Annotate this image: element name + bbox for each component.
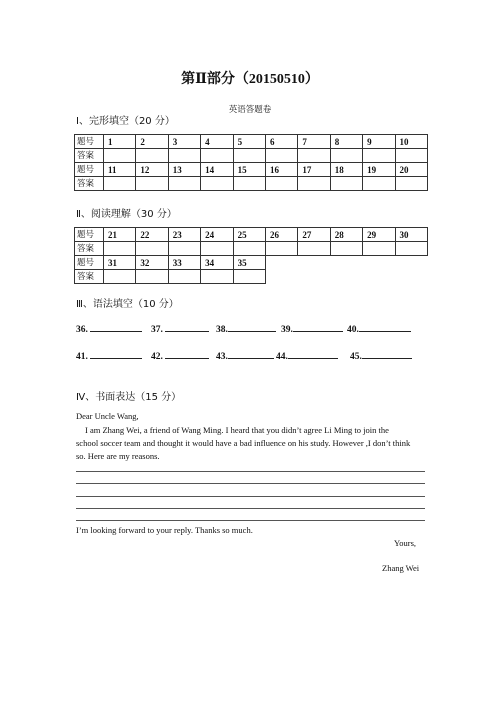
letter-body-line: I am Zhang Wei, a friend of Wang Ming. I heard that you didn’t agree Li Ming to join the: [85, 425, 389, 435]
question-number: 26: [265, 228, 297, 242]
empty-cell: [298, 270, 330, 284]
writing-line[interactable]: [76, 483, 425, 484]
answer-cell[interactable]: [201, 177, 233, 191]
row-label-answer: 答案: [75, 242, 104, 256]
answer-sheet-title: 英语答题卷: [228, 105, 272, 115]
question-number: 19: [363, 163, 395, 177]
answer-cell[interactable]: [168, 242, 200, 256]
empty-cell: [363, 270, 395, 284]
table-row: [75, 135, 428, 149]
answer-cell[interactable]: [104, 149, 136, 163]
answer-line[interactable]: [90, 348, 142, 359]
question-number: 6: [265, 135, 297, 149]
question-number: 9: [363, 135, 395, 149]
answer-cell[interactable]: [330, 177, 362, 191]
writing-line[interactable]: [76, 496, 425, 497]
empty-cell: [395, 270, 427, 284]
answer-cell[interactable]: [104, 177, 136, 191]
question-number: 28: [330, 228, 362, 242]
answer-line[interactable]: [288, 348, 338, 359]
row-label-number: 题号: [75, 256, 104, 270]
question-number: 32: [136, 256, 168, 270]
grammar-blank-42: 42.: [151, 348, 209, 362]
answer-cell[interactable]: [395, 149, 427, 163]
question-number: 2: [136, 135, 168, 149]
section-1-heading: Ⅰ、完形填空（20 分）: [76, 116, 175, 127]
empty-cell: [330, 256, 362, 270]
question-number: 22: [136, 228, 168, 242]
question-number: 1: [104, 135, 136, 149]
answer-cell[interactable]: [104, 270, 136, 284]
answer-cell[interactable]: [201, 242, 233, 256]
row-label-answer: 答案: [75, 149, 104, 163]
question-number: 27: [298, 228, 330, 242]
answer-cell[interactable]: [395, 177, 427, 191]
section-2-heading: Ⅱ、阅读理解（30 分）: [76, 209, 177, 220]
answer-cell[interactable]: [168, 149, 200, 163]
grammar-blank-43: 43.: [216, 348, 274, 362]
letter-body-line: school soccer team and thought it would have a bad influence on his study. However ,I don’t think: [76, 438, 411, 448]
answer-cell[interactable]: [136, 270, 168, 284]
question-number: 20: [395, 163, 427, 177]
table-row: [75, 256, 428, 270]
question-number: 30: [395, 228, 427, 242]
letter-closing-line: I’m looking forward to your reply. Thanks so much.: [76, 525, 253, 535]
table-row: [75, 163, 428, 177]
row-label-number: 题号: [75, 135, 104, 149]
grammar-blank-36: 36.: [76, 321, 142, 335]
letter-salutation: Dear Uncle Wang,: [76, 411, 139, 421]
empty-cell: [265, 256, 297, 270]
question-number: 35: [233, 256, 265, 270]
question-number: 7: [298, 135, 330, 149]
section-4-heading: Ⅳ、书面表达（15 分）: [76, 392, 182, 403]
answer-line[interactable]: [362, 348, 412, 359]
answer-cell[interactable]: [395, 242, 427, 256]
question-number: 34: [201, 256, 233, 270]
question-number: 14: [201, 163, 233, 177]
grammar-blank-40: 40.: [347, 321, 411, 335]
writing-line[interactable]: [76, 471, 425, 472]
answer-line[interactable]: [228, 348, 274, 359]
question-number: 16: [265, 163, 297, 177]
empty-cell: [395, 256, 427, 270]
letter-closing: Yours,: [394, 538, 417, 548]
answer-line[interactable]: [90, 321, 142, 332]
question-number: 21: [104, 228, 136, 242]
question-number: 24: [201, 228, 233, 242]
question-number: 33: [168, 256, 200, 270]
table-row: [75, 177, 428, 191]
empty-cell: [298, 256, 330, 270]
grammar-blank-38: 38.: [216, 321, 276, 335]
question-number: 4: [201, 135, 233, 149]
question-number: 18: [330, 163, 362, 177]
question-number: 17: [298, 163, 330, 177]
answer-cell[interactable]: [298, 242, 330, 256]
grammar-blank-45: 45.: [350, 348, 412, 362]
grammar-blank-41: 41.: [76, 348, 142, 362]
question-number: 29: [363, 228, 395, 242]
answer-cell[interactable]: [265, 177, 297, 191]
table-row: [75, 228, 428, 242]
answer-cell[interactable]: [298, 149, 330, 163]
reading-answer-table: [74, 227, 428, 284]
row-label-number: 题号: [75, 163, 104, 177]
letter-signature: Zhang Wei: [382, 563, 420, 573]
writing-line[interactable]: [76, 520, 425, 521]
question-number: 10: [395, 135, 427, 149]
table-row: [75, 149, 428, 163]
question-number: 11: [104, 163, 136, 177]
question-number: 23: [168, 228, 200, 242]
answer-cell[interactable]: [136, 149, 168, 163]
empty-cell: [363, 256, 395, 270]
answer-cell[interactable]: [233, 242, 265, 256]
empty-cell: [330, 270, 362, 284]
empty-cell: [265, 270, 297, 284]
question-number: 31: [104, 256, 136, 270]
answer-cell[interactable]: [201, 270, 233, 284]
question-number: 8: [330, 135, 362, 149]
answer-line[interactable]: [359, 321, 411, 332]
row-label-answer: 答案: [75, 177, 104, 191]
letter-body-line: so. Here are my reasons.: [76, 451, 160, 461]
answer-cell[interactable]: [298, 177, 330, 191]
page-title: 第Ⅱ部分（20150510）: [181, 72, 319, 87]
grammar-blank-44: 44.: [276, 348, 338, 362]
answer-cell[interactable]: [168, 270, 200, 284]
answer-line[interactable]: [293, 321, 343, 332]
answer-cell[interactable]: [168, 177, 200, 191]
answer-cell[interactable]: [363, 242, 395, 256]
question-number: 3: [168, 135, 200, 149]
question-number: 15: [233, 163, 265, 177]
question-number: 5: [233, 135, 265, 149]
grammar-blank-39: 39.: [281, 321, 343, 335]
writing-line[interactable]: [76, 508, 425, 509]
answer-cell[interactable]: [265, 242, 297, 256]
answer-cell[interactable]: [136, 242, 168, 256]
question-number: 25: [233, 228, 265, 242]
section-3-heading: Ⅲ、语法填空（10 分）: [76, 299, 179, 310]
answer-line[interactable]: [165, 348, 209, 359]
table-row: [75, 270, 428, 284]
answer-line[interactable]: [228, 321, 276, 332]
answer-cell[interactable]: [201, 149, 233, 163]
answer-line[interactable]: [165, 321, 209, 332]
question-number: 13: [168, 163, 200, 177]
answer-cell[interactable]: [363, 149, 395, 163]
answer-cell[interactable]: [330, 149, 362, 163]
row-label-answer: 答案: [75, 270, 104, 284]
cloze-answer-table: [74, 134, 428, 191]
answer-cell[interactable]: [233, 149, 265, 163]
row-label-number: 题号: [75, 228, 104, 242]
answer-cell[interactable]: [136, 177, 168, 191]
grammar-blank-37: 37.: [151, 321, 209, 335]
table-row: [75, 242, 428, 256]
answer-cell[interactable]: [104, 242, 136, 256]
answer-cell[interactable]: [233, 270, 265, 284]
answer-cell[interactable]: [265, 149, 297, 163]
answer-cell[interactable]: [330, 242, 362, 256]
question-number: 12: [136, 163, 168, 177]
answer-cell[interactable]: [233, 177, 265, 191]
answer-cell[interactable]: [363, 177, 395, 191]
